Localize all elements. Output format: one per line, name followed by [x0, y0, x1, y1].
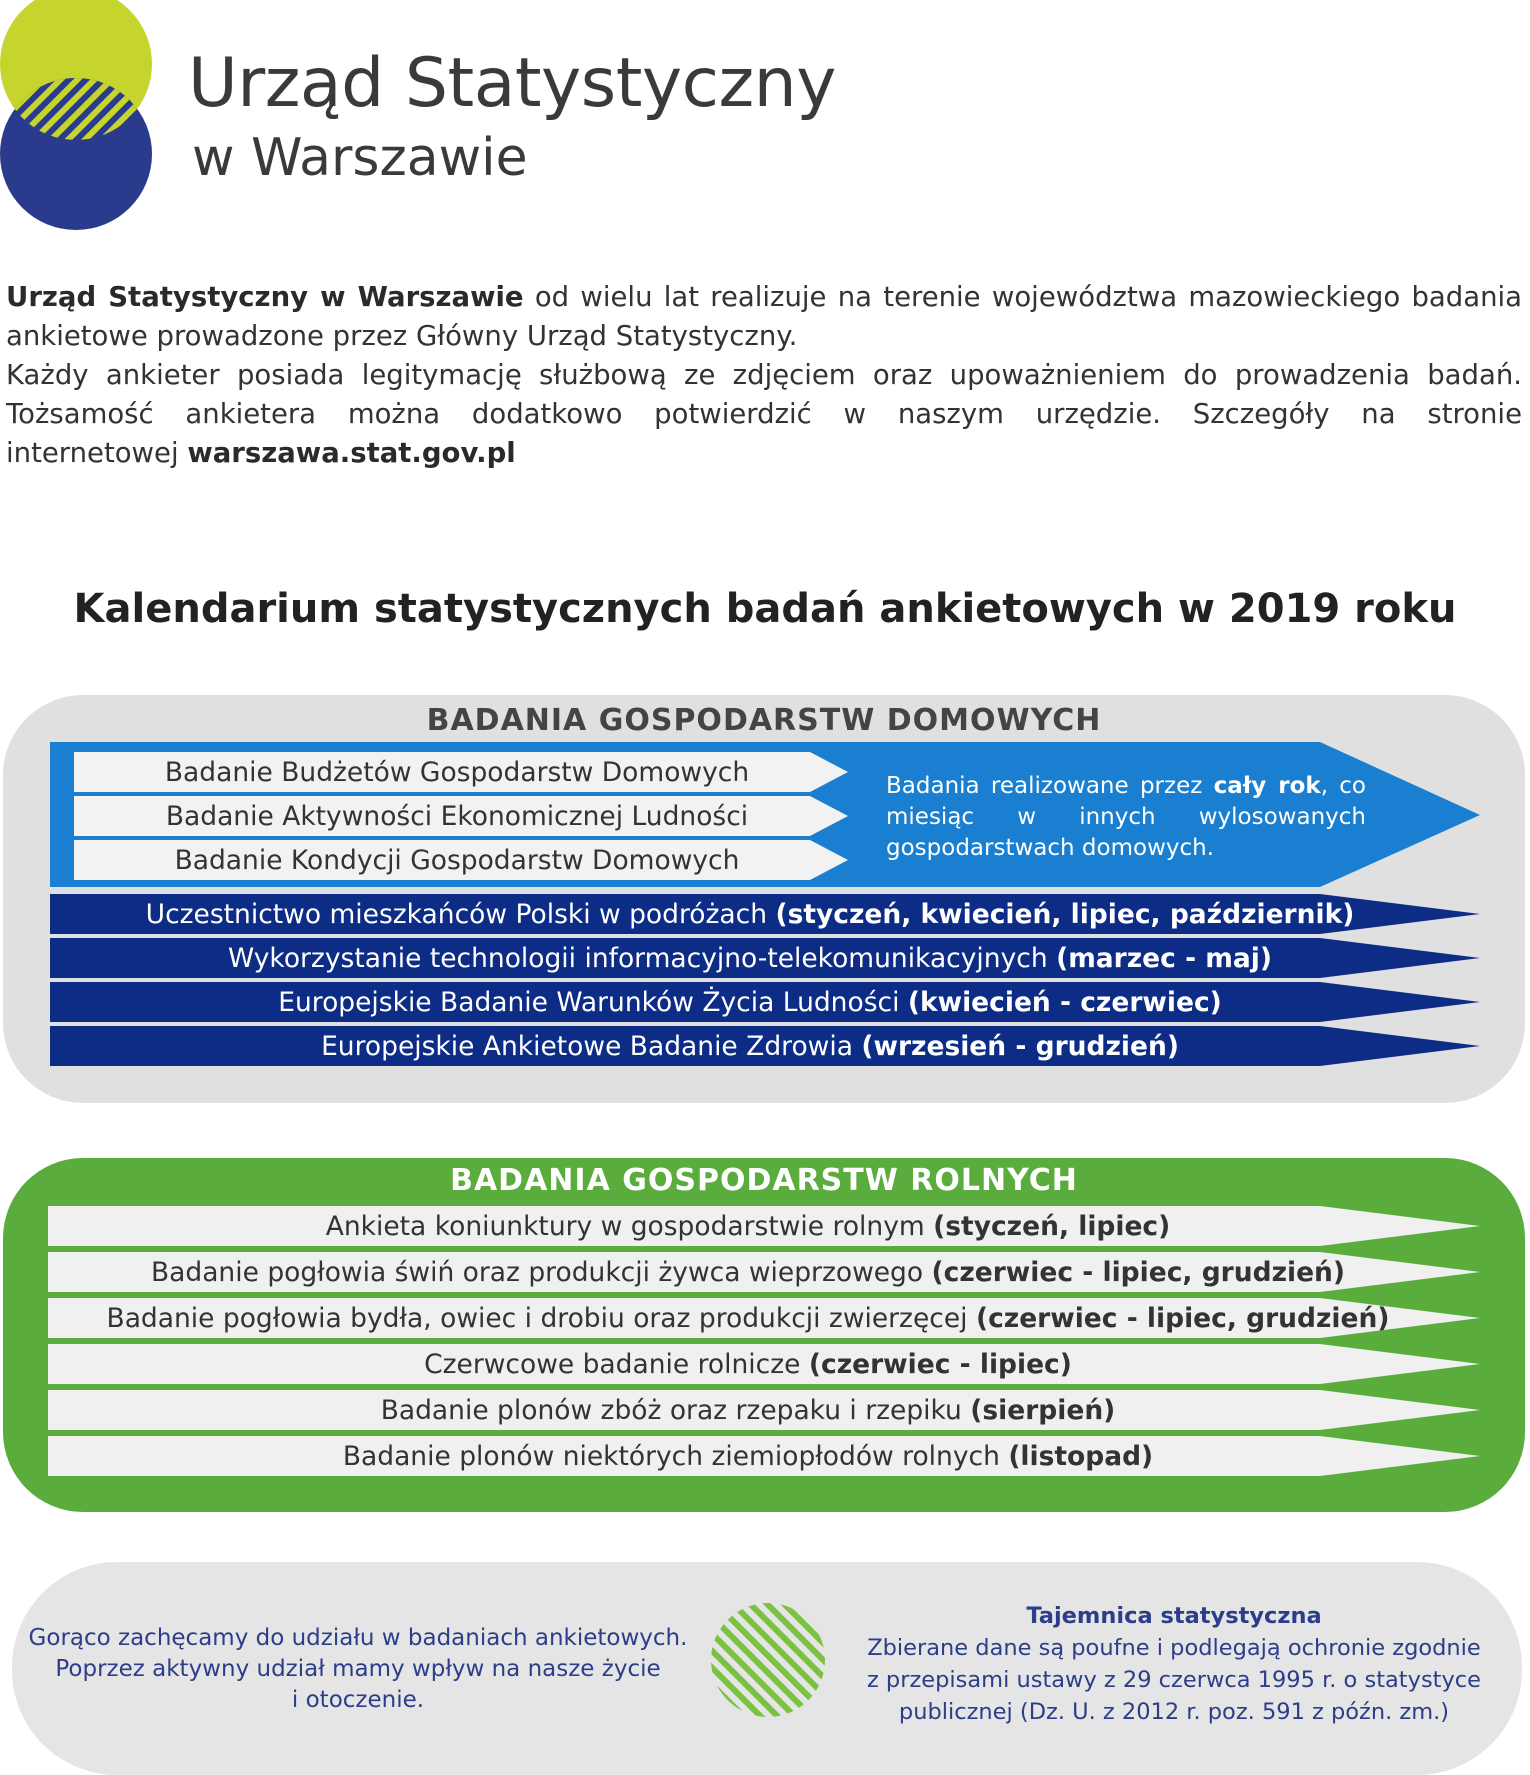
farm-survey-row: [48, 1252, 1448, 1292]
survey-period: (styczeń, kwiecień, lipiec, październik): [775, 898, 1355, 930]
survey-period: (wrzesień - grudzień): [861, 1030, 1179, 1062]
survey-name: Europejskie Ankietowe Badanie Zdrowia: [321, 1030, 853, 1062]
confidentiality-line: publicznej (Dz. U. z 2012 r. poz. 591 z późn. zm.): [898, 1699, 1450, 1725]
website-link[interactable]: warszawa.stat.gov.pl: [187, 437, 516, 469]
note-post: , co: [1320, 773, 1366, 799]
survey-name: Badanie pogłowia bydła, owiec i drobiu oraz produkcji zwierzęcej: [106, 1302, 968, 1334]
survey-name: Badanie plonów zbóż oraz rzepaku i rzepiku: [380, 1394, 962, 1426]
survey-period: (styczeń, lipiec): [933, 1210, 1171, 1242]
note-bold: cały rok: [1213, 773, 1321, 799]
survey-period: (czerwiec - lipiec, grudzień): [931, 1256, 1346, 1288]
brand-city: w Warszawie: [192, 128, 528, 188]
intro-line-2: ankietowe prowadzone przez Główny Urząd Statystyczny.: [6, 320, 798, 352]
survey-period: (marzec - maj): [1056, 942, 1272, 974]
farm-survey-row: [48, 1344, 1448, 1384]
survey-period: (listopad): [1008, 1440, 1154, 1472]
farm-survey-row: [48, 1436, 1448, 1476]
striped-circle-icon: [708, 1600, 828, 1720]
brand-name: Urząd Statystyczny: [188, 44, 837, 123]
confidentiality-line: z przepisami ustawy z 29 czerwca 1995 r. o statystyce: [866, 1667, 1482, 1693]
household-survey-row: [50, 1026, 1450, 1066]
survey-name: Europejskie Badanie Warunków Życia Ludności: [278, 986, 900, 1018]
farm-survey-row: [48, 1390, 1448, 1430]
intro-lead-bold: Urząd Statystyczny w Warszawie: [6, 281, 524, 313]
encouragement-line: Poprzez aktywny udział mamy wpływ na nasze życie: [55, 1656, 661, 1682]
note-line-3: gospodarstwach domowych.: [886, 835, 1215, 861]
survey-period: (sierpień): [970, 1394, 1116, 1426]
confidentiality-line: Zbierane dane są poufne i podlegają ochronie zgodnie: [867, 1635, 1481, 1661]
intro-line-5-prefix: internetowej: [6, 437, 188, 469]
encouragement-line: Gorąco zachęcamy do udziału w badaniach ankietowych.: [28, 1625, 688, 1651]
household-survey-row: [50, 894, 1450, 934]
survey-period: (czerwiec - lipiec): [808, 1348, 1072, 1380]
farm-survey-row: [48, 1298, 1448, 1338]
survey-name: Uczestnictwo mieszkańców Polski w podróżach: [145, 898, 768, 930]
farm-survey-row: [48, 1206, 1448, 1246]
year-round-item: Badanie Kondycji Gospodarstw Domowych: [174, 844, 740, 876]
note-line-2: miesiąc w innych wylosowanych: [886, 804, 1366, 830]
year-round-note: [886, 771, 1366, 864]
intro-line-4: Tożsamość ankietera można dodatkowo potwierdzić w naszym urzędzie. Szczegóły na stronie: [6, 398, 1522, 430]
year-round-item: Badanie Aktywności Ekonomicznej Ludności: [165, 800, 749, 832]
households-heading: BADANIA GOSPODARSTW DOMOWYCH: [426, 703, 1102, 738]
note-pre: Badania realizowane przez: [886, 773, 1214, 799]
intro-line-3: Każdy ankieter posiada legitymację służbową ze zdjęciem oraz upoważnieniem do prowadzenia badań.: [6, 359, 1522, 391]
household-survey-row: [50, 938, 1450, 978]
farms-heading: BADANIA GOSPODARSTW ROLNYCH: [450, 1163, 1078, 1198]
confidentiality-title: Tajemnica statystyczna: [1026, 1603, 1322, 1629]
survey-name: Wykorzystanie technologii informacyjno-telekomunikacyjnych: [228, 942, 1048, 974]
survey-name: Badanie pogłowia świń oraz produkcji żywca wieprzowego: [150, 1256, 924, 1288]
survey-name: Badanie plonów niektórych ziemiopłodów rolnych: [342, 1440, 1000, 1472]
confidentiality-text: [836, 1600, 1512, 1728]
encouragement-line: i otoczenie.: [291, 1687, 425, 1713]
survey-name: Czerwcowe badanie rolnicze: [424, 1348, 801, 1380]
survey-name: Ankieta koniunktury w gospodarstwie rolnym: [325, 1210, 925, 1242]
page-title: Kalendarium statystycznych badań ankietowych w 2019 roku: [73, 586, 1457, 632]
intro-lead-rest: od wielu lat realizuje na terenie województwa mazowieckiego badania: [523, 281, 1522, 313]
encouragement-text: [18, 1623, 698, 1716]
survey-period: (kwiecień - czerwiec): [907, 986, 1222, 1018]
year-round-item: Badanie Budżetów Gospodarstw Domowych: [164, 756, 750, 788]
household-survey-row: [50, 982, 1450, 1022]
survey-period: (czerwiec - lipiec, grudzień): [975, 1302, 1390, 1334]
